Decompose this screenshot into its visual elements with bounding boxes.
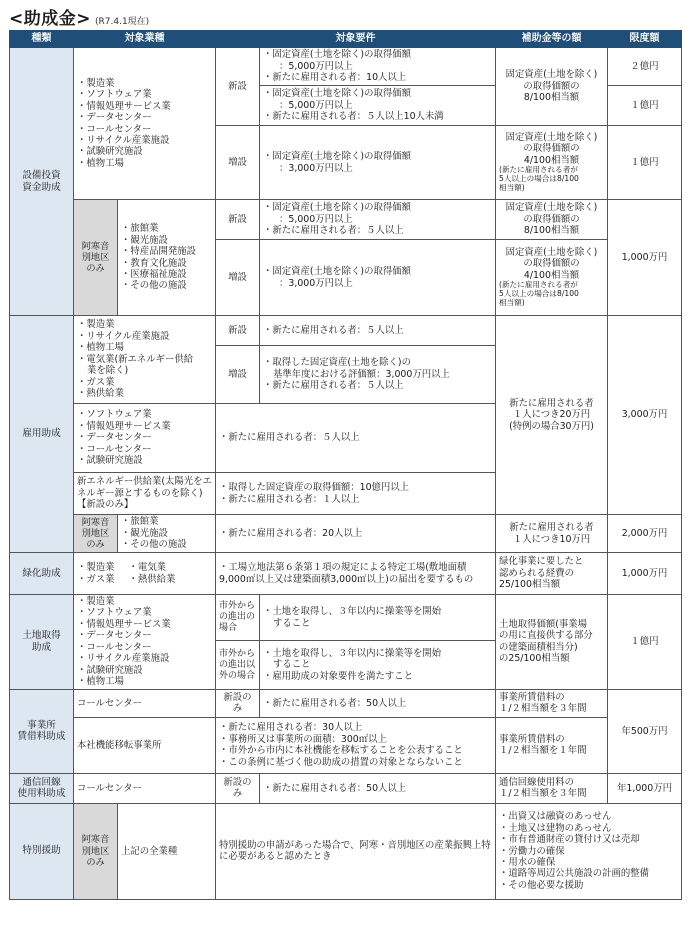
- industries-koyo-c: 新エネルギー供給業(太陽光をエネルギー源とするものを除く)【新設のみ】: [74, 473, 216, 515]
- amount-ryokka: 緑化事業に要したと 認められる経費の 25/100相当額: [496, 553, 608, 595]
- table-row: [10, 595, 682, 641]
- table-row: [10, 316, 682, 346]
- category-jimusho: 事業所 賃借料助成: [10, 689, 74, 773]
- area-akan-onbetsu: 阿寒音 別地区 のみ: [74, 803, 118, 899]
- label-new-only: 新設のみ: [216, 689, 260, 717]
- area-akan-onbetsu: 阿寒音 別地区 のみ: [74, 515, 118, 553]
- cond-tochi-2: 市外からの進出以外の場合: [216, 641, 260, 689]
- label-expand: 増設: [216, 240, 260, 316]
- table-row: [10, 773, 682, 803]
- grant-table: [9, 30, 682, 900]
- req-koyo-d: ・新たに雇用される者：20人以上: [216, 515, 496, 553]
- req-tsushin: ・新たに雇用される者：50人以上: [260, 773, 496, 803]
- req-jimusho-2: ・新たに雇用される者：30人以上 ・事務所又は事業所の面積：300㎡以上 ・市外から市内に本社機能を移転することを公表すること ・この条例に基づく他の助成の措置の対象とならないこと: [216, 717, 496, 773]
- limit-tsushin: 年1,000万円: [608, 773, 682, 803]
- category-tokubetsu: 特別援助: [10, 803, 74, 899]
- amount-tochi: 土地取得価額(事業場 の用に直接供する部分 の建築面積相当分) の25/100相当額: [496, 595, 608, 690]
- req-tochi-2: ・土地を取得し、３年以内に操業等を開始 すること ・雇用助成の対象要件を満たすこと: [260, 641, 496, 689]
- category-ryokka: 緑化助成: [10, 553, 74, 595]
- amount-setsubi-b-exp: 固定資産(土地を除く) の取得価額の 4/100相当額 (新たに雇用される者が 5人以上の場合は8/100 相当額): [496, 240, 608, 316]
- category-tsushin: 通信回線 使用料助成: [10, 773, 74, 803]
- req-setsubi-a1: ・固定資産(土地を除く)の取得価額 ：5,000万円以上 ・新たに雇用される者：10人以上: [260, 48, 496, 86]
- amount-jimusho-1: 事業所賃借料の １/２相当額を３年間: [496, 689, 608, 717]
- industry-tokubetsu: 上記の全業種: [118, 803, 216, 899]
- req-tochi-1: ・土地を取得し、３年以内に操業等を開始 すること: [260, 595, 496, 641]
- measures-tokubetsu: ・出資又は融資のあっせん ・土地又は建物のあっせん ・市有普通財産の貸付け又は売却 ・労働力の確保 ・用水の確保 ・道路等周辺公共施設の計画的整備 ・その他必要な援助: [496, 803, 682, 899]
- amount-koyo-d: 新たに雇用される者 １人につき10万円: [496, 515, 608, 553]
- req-koyo-a-new: ・新たに雇用される者：５人以上: [260, 316, 496, 346]
- limit-koyo-main: 3,000万円: [608, 316, 682, 515]
- table-row: [10, 515, 682, 553]
- area-akan-onbetsu: 阿寒音 別地区 のみ: [74, 200, 118, 316]
- page-title: <助成金>: [9, 9, 91, 29]
- title-row: [9, 4, 149, 28]
- cond-tochi-1: 市外からの進出の場合: [216, 595, 260, 641]
- req-koyo-c: ・取得した固定資産の取得価額：10億円以上 ・新たに雇用される者：１人以上: [216, 473, 496, 515]
- limit-jimusho: 年500万円: [608, 689, 682, 773]
- header-amount: 補助金等の額: [496, 31, 608, 48]
- amount-tsushin: 通信回線使用料の １/２相当額を３年間: [496, 773, 608, 803]
- label-new-only: 新設のみ: [216, 773, 260, 803]
- table-row: [10, 200, 682, 240]
- industry-jimusho-1: コールセンター: [74, 689, 216, 717]
- header-type: 種類: [10, 31, 74, 48]
- industry-tsushin: コールセンター: [74, 773, 216, 803]
- amount-setsubi-a-new: 固定資産(土地を除く) の取得価額の 8/100相当額: [496, 48, 608, 126]
- req-setsubi-b1: ・固定資産(土地を除く)の取得価額 ：5,000万円以上 ・新たに雇用される者：５人以上: [260, 200, 496, 240]
- limit-setsubi-b: 1,000万円: [608, 200, 682, 316]
- req-setsubi-a3: ・固定資産(土地を除く)の取得価額 ：3,000万円以上: [260, 126, 496, 200]
- req-tokubetsu: 特別援助の申請があった場合で、阿寒・音別地区の産業振興上特に必要があると認めたとき: [216, 803, 496, 899]
- req-jimusho-1: ・新たに雇用される者：50人以上: [260, 689, 496, 717]
- label-new: 新設: [216, 48, 260, 126]
- header-limit: 限度額: [608, 31, 682, 48]
- header-row: [10, 31, 682, 48]
- limit-ryokka: 1,000万円: [608, 553, 682, 595]
- table-row: [10, 717, 682, 773]
- amount-jimusho-2: 事業所賃借料の １/２相当額を１年間: [496, 717, 608, 773]
- category-setsubi: 設備投資 資金助成: [10, 48, 74, 316]
- limit-setsubi-a3: １億円: [608, 126, 682, 200]
- limit-setsubi-a1: ２億円: [608, 48, 682, 86]
- as-of-date: (R7.4.1現在): [95, 17, 150, 27]
- amount-koyo-main: 新たに雇用される者 １人につき20万円 (特例の場合30万円): [496, 316, 608, 515]
- table-row: [10, 553, 682, 595]
- req-koyo-a-exp: ・取得した固定資産(土地を除く)の 基準年度における評価額：3,000万円以上 ・新たに雇用される者：５人以上: [260, 346, 496, 404]
- category-tochi: 土地取得 助成: [10, 595, 74, 690]
- industries-tochi: ・製造業 ・ソフトウェア業 ・情報処理サービス業 ・データセンター ・コールセンター ・リサイクル産業施設 ・試験研究施設 ・植物工場: [74, 595, 216, 690]
- label-new: 新設: [216, 200, 260, 240]
- req-ryokka: ・工場立地法第６条第１項の規定による特定工場(敷地面積9,000㎡以上又は建築面積3,000㎡以上)の届出を要するもの: [216, 553, 496, 595]
- limit-koyo-d: 2,000万円: [608, 515, 682, 553]
- amount-setsubi-a-exp: 固定資産(土地を除く) の取得価額の 4/100相当額 (新たに雇用される者が 5人以上の場合は8/100 相当額): [496, 126, 608, 200]
- limit-setsubi-a2: １億円: [608, 86, 682, 126]
- req-setsubi-a2: ・固定資産(土地を除く)の取得価額 ：5,000万円以上 ・新たに雇用される者：５人以上10人未満: [260, 86, 496, 126]
- industries-koyo-d: ・旅館業 ・観光施設 ・その他の施設: [118, 515, 216, 553]
- label-expand: 増設: [216, 346, 260, 404]
- industries-setsubi-b: ・旅館業 ・観光施設 ・特産品開発施設 ・教育文化施設 ・医療福祉施設 ・その他の施設: [118, 200, 216, 316]
- industries-ryokka: ・製造業 ・ガス業 ・電気業 ・熱供給業: [74, 553, 216, 595]
- table-row: [10, 48, 682, 86]
- industry-jimusho-2: 本社機能移転事業所: [74, 717, 216, 773]
- table-row: [10, 803, 682, 899]
- limit-tochi: １億円: [608, 595, 682, 690]
- industries-setsubi-a: ・製造業 ・ソフトウェア業 ・情報処理サービス業 ・データセンター ・コールセンター ・リサイクル産業施設 ・試験研究施設 ・植物工場: [74, 48, 216, 200]
- req-koyo-b: ・新たに雇用される者：５人以上: [216, 404, 496, 473]
- amount-setsubi-b-new: 固定資産(土地を除く) の取得価額の 8/100相当額: [496, 200, 608, 240]
- header-industry: 対象業種: [74, 31, 216, 48]
- req-setsubi-b2: ・固定資産(土地を除く)の取得価額 ：3,000万円以上: [260, 240, 496, 316]
- table-row: [10, 689, 682, 717]
- industries-koyo-a: ・製造業 ・リサイクル産業施設 ・植物工場 ・電気業(新エネルギー供給 業を除く) ・ガス業 ・熱供給業: [74, 316, 216, 404]
- label-expand: 増設: [216, 126, 260, 200]
- header-requirement: 対象要件: [216, 31, 496, 48]
- category-koyo: 雇用助成: [10, 316, 74, 553]
- industries-koyo-b: ・ソフトウェア業 ・情報処理サービス業 ・データセンター ・コールセンター ・試験研究施設: [74, 404, 216, 473]
- label-new: 新設: [216, 316, 260, 346]
